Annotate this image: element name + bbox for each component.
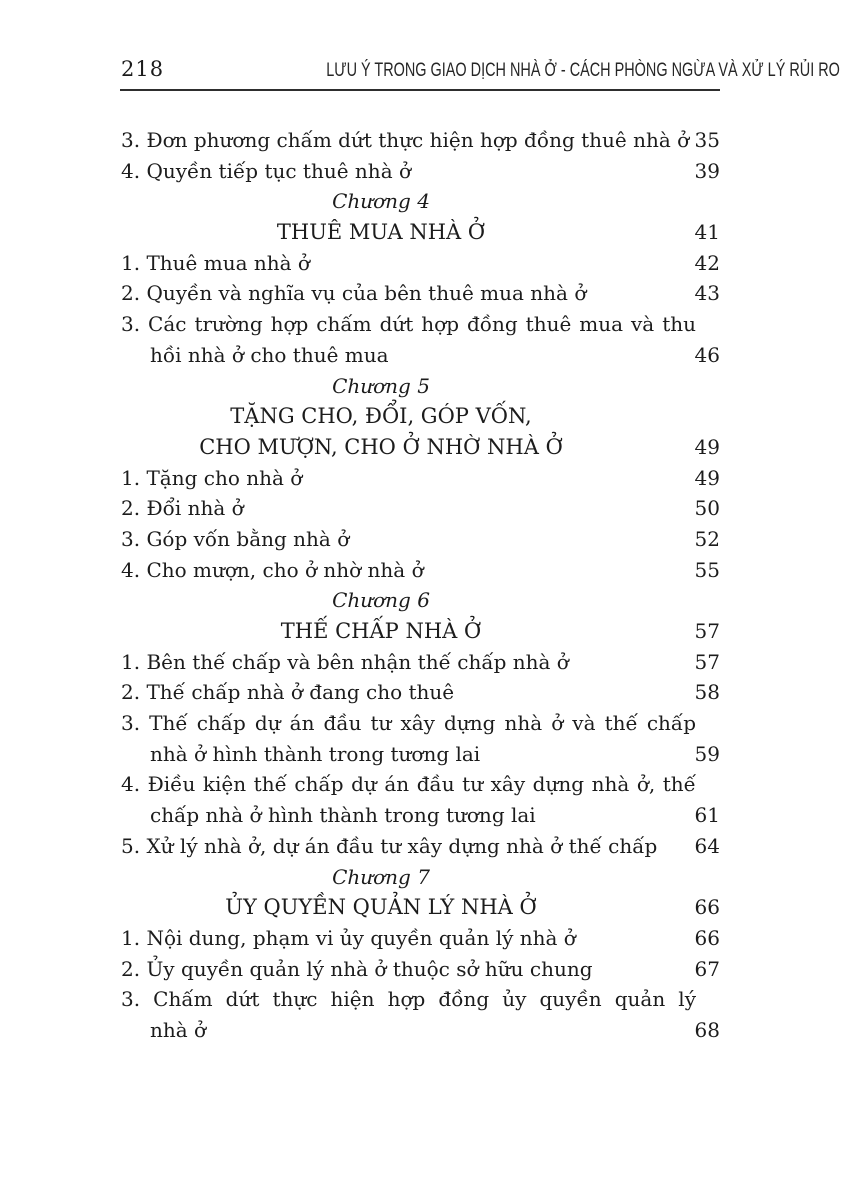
toc-entry-text: 3. Thế chấp dự án đầu tư xây dựng nhà ở và thế chấp	[121, 711, 696, 736]
toc-entry-text: 4. Quyền tiếp tục thuê nhà ở	[121, 158, 412, 183]
toc-entry-page: 43	[694, 281, 720, 306]
toc-entry-line2	[121, 1015, 720, 1046]
toc-entry-text: 1. Bên thế chấp và bên nhận thế chấp nhà ở	[121, 649, 569, 674]
toc-entry-page: 66	[694, 925, 720, 950]
chapter-number-row	[121, 186, 720, 217]
toc-entry-text: 2. Ủy quyền quản lý nhà ở thuộc sở hữu chung	[121, 956, 593, 981]
chapter-number-row	[121, 585, 720, 616]
chapter-number: Chương 5	[332, 373, 430, 398]
toc-entry	[121, 555, 720, 586]
toc-entry	[121, 278, 720, 309]
toc-entry	[121, 677, 720, 708]
running-title	[164, 60, 840, 82]
toc-entry-text: 3. Chấm dứt thực hiện hợp đồng ủy quyền quản lý	[121, 987, 696, 1012]
toc-entry-page: 49	[694, 465, 720, 490]
toc-entry-page: 39	[694, 158, 720, 183]
toc-entry-text: 3. Góp vốn bằng nhà ở	[121, 526, 350, 551]
toc-entry-line1	[121, 769, 720, 800]
toc-entry-page: 61	[694, 803, 720, 828]
toc-entry-text: 1. Nội dung, phạm vi ủy quyền quản lý nhà ở	[121, 925, 576, 950]
toc-entry-text: hồi nhà ở cho thuê mua	[150, 342, 389, 367]
chapter-title: TẶNG CHO, ĐỔI, GÓP VỐN,	[230, 404, 532, 429]
toc-entry-text: 4. Điều kiện thế chấp dự án đầu tư xây dựng nhà ở, thế	[121, 772, 696, 797]
chapter-number: Chương 4	[332, 189, 430, 214]
toc-entry-line1	[121, 708, 720, 739]
chapter-title: THUÊ MUA NHÀ Ở	[276, 220, 486, 245]
chapter-number: Chương 6	[332, 588, 430, 613]
toc-entry	[121, 831, 720, 862]
toc-entry-page: 35	[694, 128, 720, 152]
toc-entry-text: 5. Xử lý nhà ở, dự án đầu tư xây dựng nhà ở thế chấp	[121, 833, 658, 858]
toc-entry-page: 42	[694, 250, 720, 275]
toc-entry-text: 3. Các trường hợp chấm dứt hợp đồng thuê mua và thu	[121, 312, 696, 337]
toc-entry-page: 52	[694, 526, 720, 551]
toc-entry-page: 68	[694, 1017, 720, 1042]
toc-entry	[121, 125, 720, 156]
toc-entry-page: 58	[694, 680, 720, 705]
chapter-page: 57	[694, 619, 720, 643]
toc-entry-text: 1. Tặng cho nhà ở	[121, 465, 303, 490]
chapter-title: ỦY QUYỀN QUẢN LÝ NHÀ Ở	[225, 895, 537, 920]
toc-entry	[121, 524, 720, 555]
toc-entry-page: 59	[694, 741, 720, 766]
toc-entry	[121, 156, 720, 187]
toc-entry	[121, 647, 720, 678]
toc-entry-text: 4. Cho mượn, cho ở nhờ nhà ở	[121, 557, 424, 582]
toc-entry-line1	[121, 984, 720, 1015]
running-header	[121, 57, 840, 82]
toc-entry-page: 67	[694, 956, 720, 981]
toc-entry-text: 2. Thế chấp nhà ở đang cho thuê	[121, 680, 455, 705]
toc-entry-text: 3. Đơn phương chấm dứt thực hiện hợp đồng thuê nhà ở	[121, 128, 690, 152]
toc-entry-line2	[121, 800, 720, 831]
toc-entry-text: chấp nhà ở hình thành trong tương lai	[150, 803, 536, 828]
chapter-title-row	[121, 892, 720, 923]
toc-entry-line1	[121, 309, 720, 340]
chapter-title-row	[121, 432, 720, 463]
toc-entry-text: 1. Thuê mua nhà ở	[121, 250, 310, 275]
toc-entry-page: 64	[694, 833, 720, 858]
toc-entry	[121, 463, 720, 494]
chapter-number-row	[121, 371, 720, 402]
toc-entry-page: 57	[694, 649, 720, 674]
chapter-page: 49	[694, 434, 720, 459]
table-of-contents	[121, 125, 720, 1046]
chapter-title-row	[121, 217, 720, 248]
chapter-title-row	[121, 401, 720, 432]
toc-entry-line2	[121, 739, 720, 770]
toc-entry-text: 2. Đổi nhà ở	[121, 496, 244, 521]
toc-entry-text: 2. Quyền và nghĩa vụ của bên thuê mua nhà ở	[121, 281, 587, 306]
header-rule	[120, 89, 720, 91]
chapter-title: THẾ CHẤP NHÀ Ở	[280, 619, 482, 643]
running-title-text: LƯU Ý TRONG GIAO DỊCH NHÀ Ở - CÁCH PHÒNG NGỪA VÀ XỬ LÝ RỦI RO	[326, 60, 840, 81]
chapter-number-row	[121, 862, 720, 893]
chapter-title-row	[121, 616, 720, 647]
toc-entry	[121, 493, 720, 524]
toc-entry	[121, 248, 720, 279]
toc-entry-page: 50	[694, 496, 720, 521]
toc-entry	[121, 954, 720, 985]
toc-entry-page: 55	[694, 557, 720, 582]
chapter-page: 66	[694, 895, 720, 920]
toc-entry-text: nhà ở hình thành trong tương lai	[150, 741, 481, 766]
toc-entry	[121, 923, 720, 954]
chapter-title: CHO MƯỢN, CHO Ở NHỜ NHÀ Ở	[199, 434, 563, 459]
chapter-number: Chương 7	[332, 864, 430, 889]
toc-entry-page: 46	[694, 342, 720, 367]
toc-entry-line2	[121, 340, 720, 371]
toc-entry-text: nhà ở	[150, 1017, 207, 1042]
chapter-page: 41	[694, 220, 720, 245]
folio-page-number: 218	[121, 57, 165, 81]
